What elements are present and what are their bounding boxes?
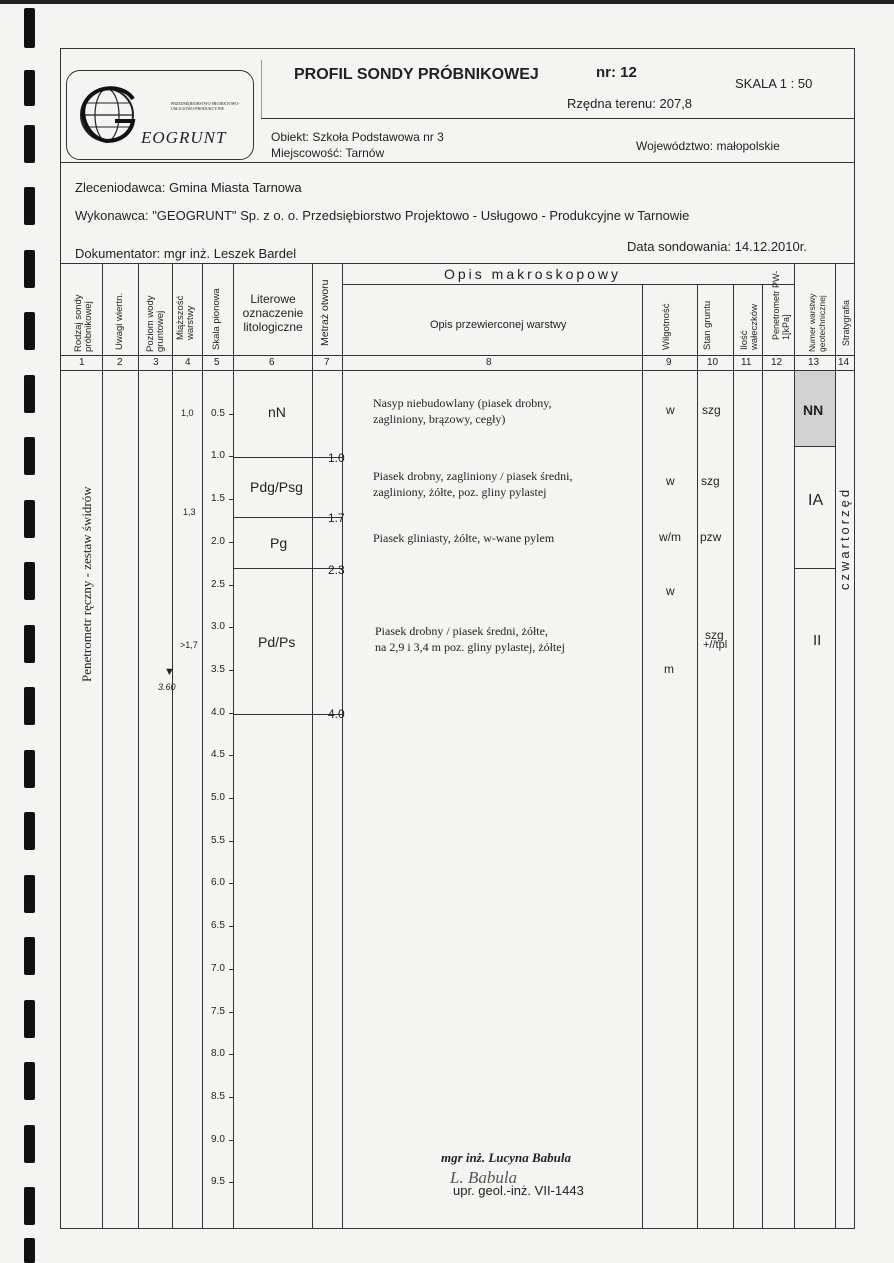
- col-header-rolls-count: Ilość wałeczków: [739, 304, 760, 350]
- layer-boundary: [234, 568, 342, 569]
- divider: [60, 355, 855, 356]
- scale-label: 7.0: [211, 963, 225, 974]
- col-number: 3: [153, 357, 159, 368]
- column-line: [172, 263, 173, 1229]
- probe-number: nr: 12: [596, 64, 637, 81]
- binder-hole: [24, 1062, 35, 1100]
- col-number: 13: [808, 357, 820, 368]
- binder-hole: [24, 1000, 35, 1038]
- documenter: Dokumentator: mgr inż. Leszek Bardel: [75, 246, 297, 261]
- object-name: Obiekt: Szkoła Podstawowa nr 3: [271, 130, 444, 144]
- binder-hole: [24, 1125, 35, 1163]
- binder-hole: [24, 70, 35, 106]
- binder-hole: [24, 187, 35, 225]
- layer-description: zagliniony, brązowy, cegły): [373, 412, 506, 426]
- binder-hole: [24, 687, 35, 725]
- col-number: 14: [838, 357, 850, 368]
- survey-date: Data sondowania: 14.12.2010r.: [627, 239, 807, 254]
- divider: [60, 162, 855, 163]
- contractor: Wykonawca: "GEOGRUNT" Sp. z o. o. Przedsiębiorstwo Projektowo - Usługowo - Produkcyjne w Tarnowie: [75, 208, 690, 223]
- scale-tick: [229, 798, 234, 799]
- layer-bottom-depth: 4.0: [328, 707, 345, 721]
- col-number: 6: [269, 357, 275, 368]
- license-number: upr. geol.-inż. VII-1443: [453, 1183, 584, 1198]
- divider: [60, 370, 855, 371]
- moisture: w: [666, 403, 675, 417]
- scale-tick: [229, 926, 234, 927]
- client: Zleceniodawca: Gmina Miasta Tarnowa: [75, 180, 302, 195]
- scale-tick: [229, 1182, 234, 1183]
- scale-label: 4.0: [211, 707, 225, 718]
- layer-thickness: 1,0: [181, 408, 194, 418]
- layer-description: Nasyp niebudowlany (piasek drobny,: [373, 396, 552, 410]
- divider: [795, 568, 835, 569]
- layer-thickness: >1,7: [180, 640, 198, 650]
- column-line: [733, 284, 734, 1229]
- soil-state: szg: [705, 628, 724, 642]
- divider: [261, 60, 262, 118]
- binder-hole: [24, 625, 35, 663]
- soil-state: +//tpl: [703, 639, 728, 651]
- binder-hole: [24, 312, 35, 350]
- scale-label: 9.0: [211, 1134, 225, 1145]
- water-level-marker-icon: ▼: [164, 666, 175, 678]
- scale-label: 1.5: [211, 493, 225, 504]
- binder-hole: [24, 937, 35, 975]
- column-line: [762, 284, 763, 1229]
- divider: [342, 284, 794, 285]
- binder-hole: [24, 437, 35, 475]
- col-header-moisture: Wilgotność: [661, 303, 672, 350]
- column-line: [835, 263, 836, 1229]
- page-top-edge: [0, 0, 894, 4]
- scale-label: 0.5: [211, 408, 225, 419]
- probe-type: Penetrometr ręczny - zestaw świdrów: [79, 486, 94, 682]
- binder-hole: [24, 500, 35, 538]
- binder-hole: [24, 875, 35, 913]
- layer-bottom-depth: 1.7: [328, 511, 345, 525]
- column-line: [697, 284, 698, 1229]
- layer-boundary: [234, 457, 342, 458]
- col-number: 12: [771, 357, 783, 368]
- column-line: [642, 284, 643, 1229]
- col-number: 1: [79, 357, 85, 368]
- layer-description: Piasek gliniasty, żółte, w-wane pylem: [373, 531, 555, 545]
- place-name: Miejscowość: Tarnów: [271, 146, 385, 160]
- layer-bottom-depth: 2.3: [328, 563, 345, 577]
- moisture: w: [666, 584, 675, 598]
- scale-tick: [229, 1012, 234, 1013]
- binder-hole: [24, 375, 35, 413]
- company-logo: [66, 70, 254, 160]
- column-line: [312, 263, 313, 1229]
- scale-tick: [229, 883, 234, 884]
- divider: [60, 263, 855, 264]
- binder-hole: [24, 812, 35, 850]
- layer-boundary: [234, 517, 342, 518]
- scale-label: 5.0: [211, 792, 225, 803]
- col-header-macroscopic: Opis makroskopowy: [444, 266, 622, 282]
- stratigraphy: czwartorzęd: [837, 486, 852, 590]
- scale-label: 2.5: [211, 579, 225, 590]
- scale-label: 6.0: [211, 877, 225, 888]
- scale-tick: [229, 499, 234, 500]
- scale-tick: [229, 1140, 234, 1141]
- col-number: 4: [185, 357, 191, 368]
- water-level-value: 3.60: [158, 682, 176, 692]
- col-header-lithology: Literowe oznaczenie litologiczne: [242, 292, 304, 334]
- binder-hole: [24, 1238, 35, 1263]
- col-number: 10: [707, 357, 719, 368]
- col-header-thickness: Miąższość warstwy: [175, 295, 196, 340]
- scale-label: 8.5: [211, 1091, 225, 1102]
- binder-hole: [24, 250, 35, 288]
- scale-tick: [229, 969, 234, 970]
- col-header-geotech-layer: Numer warstwy geotechnicznej: [807, 293, 827, 352]
- lithology-symbol: Pdg/Psg: [250, 479, 303, 495]
- column-line: [102, 263, 103, 1229]
- binder-hole: [24, 1187, 35, 1225]
- scale-label: 4.5: [211, 749, 225, 760]
- scale-label: 2.0: [211, 536, 225, 547]
- scale-tick: [229, 414, 234, 415]
- lithology-symbol: nN: [268, 404, 286, 420]
- geotech-layer-ia: IA: [808, 492, 824, 509]
- col-header-depth: Metraż otworu: [319, 279, 331, 346]
- logo-wordmark: EOGRUNT: [141, 128, 227, 147]
- col-number: 9: [666, 357, 672, 368]
- scale-label: 3.0: [211, 621, 225, 632]
- soil-state: szg: [702, 403, 721, 417]
- col-number: 11: [741, 357, 752, 368]
- moisture: w/m: [659, 530, 681, 544]
- column-line: [342, 263, 343, 1229]
- globe-icon: [75, 81, 145, 151]
- col-header-probe-type: Rodzaj sondy próbnikowej: [73, 294, 94, 352]
- geotech-layer-number: II: [813, 632, 822, 649]
- scale-label: 7.5: [211, 1006, 225, 1017]
- logo-small-text: PRZEDSIĘBIORSTWO PROJEKTOWO-USŁUGOWO-PRODUKCYJNE: [171, 101, 240, 111]
- column-line: [138, 263, 139, 1229]
- voivodeship: Województwo: małopolskie: [636, 139, 780, 153]
- scale-tick: [229, 755, 234, 756]
- binder-hole: [24, 125, 35, 163]
- scale-tick: [229, 627, 234, 628]
- layer-description: Piasek drobny / piasek średni, żółte,: [375, 624, 548, 638]
- col-number: 5: [214, 357, 220, 368]
- divider: [261, 118, 855, 119]
- scale-label: 1.0: [211, 450, 225, 461]
- layer-description: Piasek drobny, zagliniony / piasek średni,: [373, 469, 573, 483]
- handwritten-signature: L. Babula: [450, 1168, 518, 1187]
- col-header-soil-state: Stan gruntu: [702, 300, 713, 350]
- lithology-symbol: Pd/Ps: [258, 634, 296, 650]
- lithology-symbol: Pg: [270, 535, 288, 551]
- col-header-drilling-notes: Uwagi wiertn.: [114, 292, 125, 350]
- col-header-groundwater: Poziom wody gruntowej: [145, 295, 166, 352]
- col-number: 8: [486, 357, 492, 368]
- geotech-layer-nn: NN: [803, 402, 824, 418]
- layer-boundary: [234, 714, 342, 715]
- col-header-description: Opis przewierconej warstwy: [430, 319, 567, 331]
- scale-tick: [229, 1097, 234, 1098]
- column-line: [202, 263, 203, 1229]
- col-number: 7: [324, 357, 330, 368]
- layer-description: na 2,9 i 3,4 m poz. gliny pylastej, żółtej: [375, 640, 565, 654]
- document-title: PROFIL SONDY PRÓBNIKOWEJ: [294, 66, 539, 83]
- scale-label: 5.5: [211, 835, 225, 846]
- scale-tick: [229, 841, 234, 842]
- layer-description: zagliniony, żółte, poz. gliny pylastej: [373, 485, 547, 499]
- scale-label: 8.0: [211, 1048, 225, 1059]
- col-header-vertical-scale: Skala pionowa: [211, 288, 222, 350]
- scale-tick: [229, 670, 234, 671]
- scale-label: SKALA 1 : 50: [735, 76, 813, 91]
- scale-label: 3.5: [211, 664, 225, 675]
- scale-tick: [229, 542, 234, 543]
- moisture: m: [664, 662, 674, 676]
- scale-label: 9.5: [211, 1176, 225, 1187]
- scale-tick: [229, 1054, 234, 1055]
- layer-thickness: 1,3: [183, 507, 196, 517]
- scale-tick: [229, 585, 234, 586]
- col-header-stratigraphy: Stratygrafia: [841, 299, 851, 346]
- soil-state: szg: [701, 474, 720, 488]
- col-number: 2: [117, 357, 123, 368]
- layer-bottom-depth: 1.0: [328, 451, 345, 465]
- moisture: w: [666, 474, 675, 488]
- scale-label: 6.5: [211, 920, 225, 931]
- binder-hole: [24, 562, 35, 600]
- col-header-penetrometer: Penetrometr PW-1[kPa]: [771, 270, 791, 340]
- binder-hole: [24, 8, 35, 48]
- ground-elevation: Rzędna terenu: 207,8: [567, 96, 693, 111]
- binder-hole: [24, 750, 35, 788]
- soil-state: pzw: [700, 530, 722, 544]
- divider: [795, 446, 835, 447]
- signatory-name: mgr inż. Lucyna Babula: [441, 1150, 572, 1165]
